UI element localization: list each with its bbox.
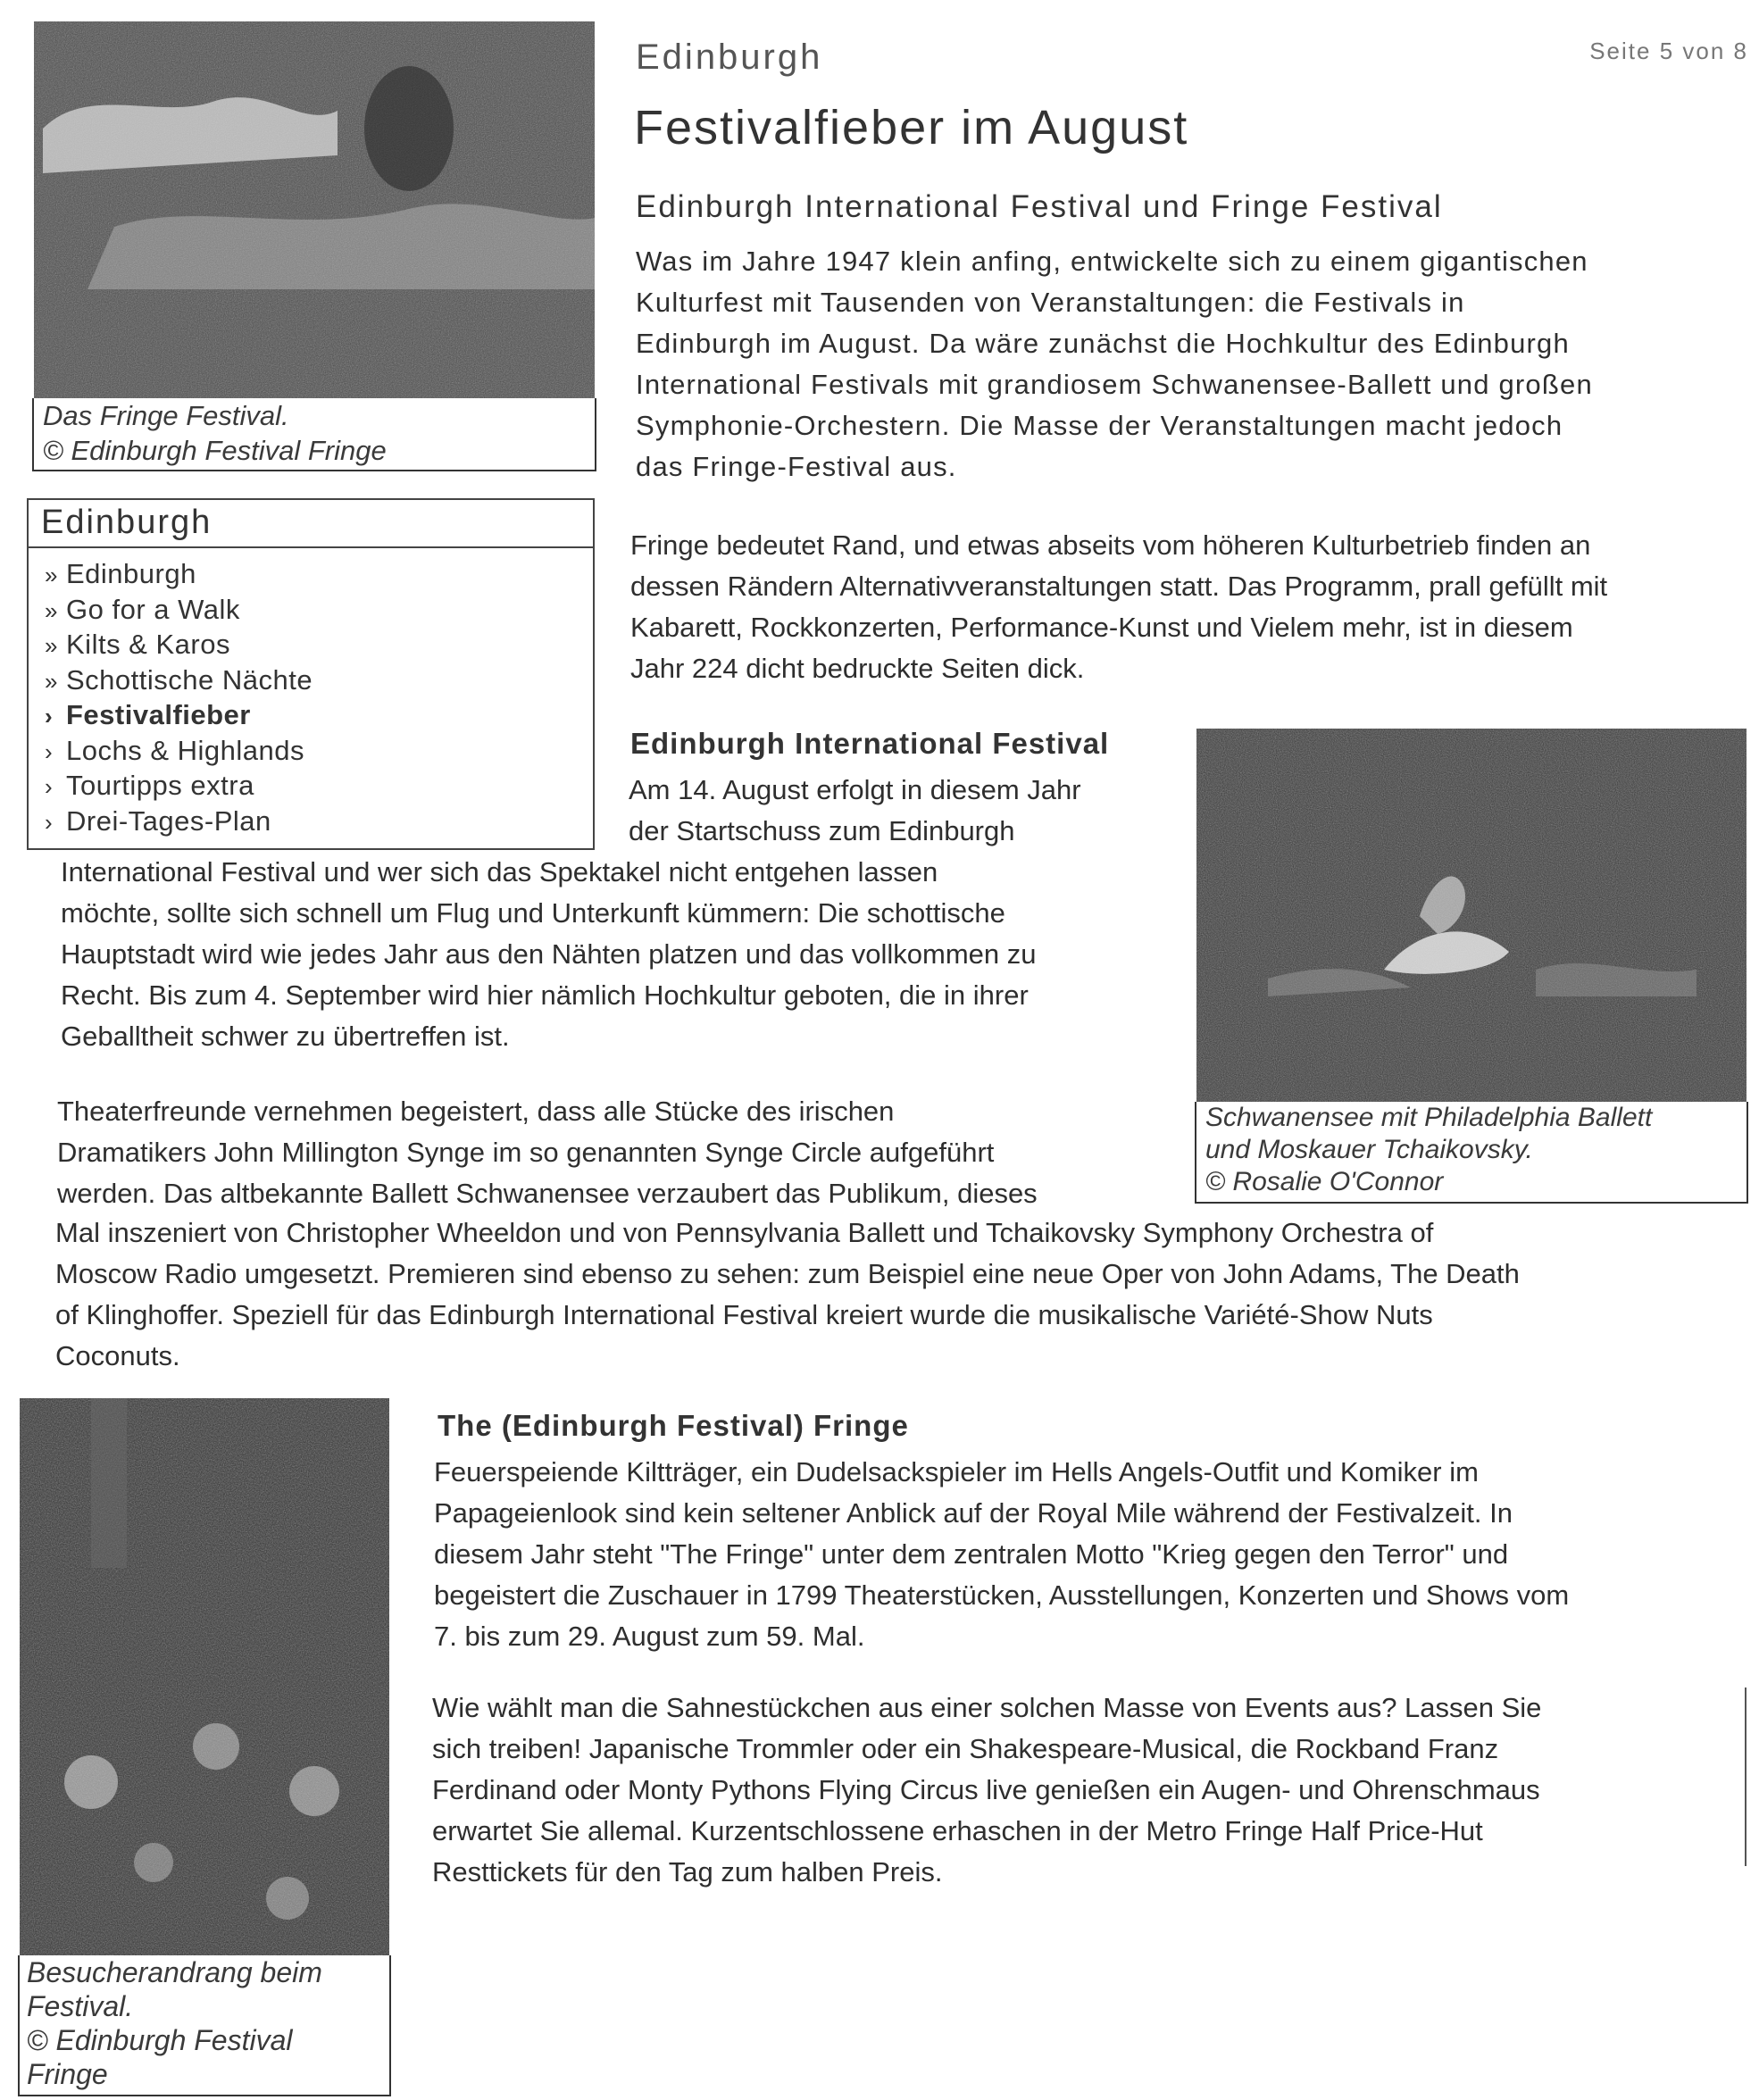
eif-paragraph [61, 852, 1186, 1057]
text-line: 7. bis zum 29. August zum 59. Mal. [434, 1621, 865, 1652]
section-label: Edinburgh [636, 38, 823, 77]
text-line: of Klinghoffer. Speziell für das Edinburgh International Festival kreiert wurde die musikalische Variété-Show Nuts [55, 1299, 1433, 1330]
text-line: Resttickets für den Tag zum halben Preis. [432, 1856, 943, 1888]
nav-item-label: Festivalfieber [66, 699, 251, 730]
text-line: erwartet Sie allemal. Kurzentschlossene erhaschen in der Metro Fringe Half Price-Hut [432, 1815, 1483, 1846]
text-line: Mal inszeniert von Christopher Wheeldon und von Pennsylvania Ballett und Tchaikovsky Symphony Orchestra of [55, 1217, 1434, 1248]
fringe-paragraph-1 [434, 1452, 1738, 1657]
bullet-icon: » [45, 667, 58, 695]
caption-credit: © Edinburgh Festival Fringe [43, 435, 387, 466]
fringe-heading: The (Edinburgh Festival) Fringe [438, 1409, 909, 1442]
text-line: werden. Das altbekannte Ballett Schwanensee verzaubert das Publikum, dieses [57, 1178, 1038, 1209]
caption-line: Festival. [27, 1990, 134, 2022]
page-title: Festivalfieber im August [634, 101, 1189, 154]
swan-lake-caption [1195, 1102, 1748, 1204]
page-counter: Seite 5 von 8 [1589, 38, 1748, 64]
active-bullet-icon: › [45, 703, 54, 729]
nav-item-label: Kilts & Karos [66, 629, 230, 660]
nav-item-drei-tages-plan[interactable] [45, 804, 593, 840]
text-line: Hauptstadt wird wie jedes Jahr aus den Nähten platzen und das vollkommen zu [61, 938, 1037, 970]
text-line: Ferdinand oder Monty Pythons Flying Circus live genießen ein Augen- und Ohrenschmaus [432, 1774, 1540, 1805]
caption-line: Schwanensee mit Philadelphia Ballett [1205, 1103, 1653, 1132]
text-line: International Festival und wer sich das Spektakel nicht entgehen lassen [61, 856, 938, 888]
text-line: diesem Jahr steht "The Fringe" unter dem zentralen Motto "Krieg gegen den Terror" und [434, 1538, 1509, 1570]
caption-line: und Moskauer Tchaikovsky. [1205, 1135, 1533, 1164]
nav-title: Edinburgh [29, 500, 593, 548]
nav-item-label: Tourtipps extra [66, 770, 254, 801]
text-line: Geballtheit schwer zu übertreffen ist. [61, 1021, 510, 1052]
text-line: der Startschuss zum Edinburgh [629, 815, 1015, 846]
swan-lake-photo [1196, 729, 1746, 1102]
crowd-photo [20, 1398, 389, 1955]
theater-paragraph-wide [55, 1212, 1743, 1377]
text-line: möchte, sollte sich schnell um Flug und Unterkunft kümmern: Die schottische [61, 897, 1005, 929]
caption-line: Besucherandrang beim [27, 1956, 322, 1988]
eif-heading: Edinburgh International Festival [630, 727, 1110, 760]
photo-noise [1196, 729, 1746, 1102]
fringe-paragraph-2 [432, 1688, 1736, 1893]
nav-item-lochs-highlands[interactable] [45, 734, 593, 770]
text-line: Jahr 224 dicht bedruckte Seiten dick. [630, 653, 1085, 684]
intro-paragraph [636, 241, 1734, 488]
text-line: das Fringe-Festival aus. [636, 451, 957, 482]
text-line: Moscow Radio umgesetzt. Premieren sind ebenso zu sehen: zum Beispiel eine neue Oper von John Adams, The Death [55, 1258, 1520, 1289]
crowd-caption [18, 1955, 391, 2096]
caption-credit: © Rosalie O'Connor [1205, 1167, 1444, 1196]
eif-paragraph-start [629, 770, 1191, 852]
nav-item-festivalfieber[interactable] [45, 698, 593, 734]
bullet-icon: › [45, 808, 54, 836]
text-line: sich treiben! Japanische Trommler oder ein Shakespeare-Musical, die Rockband Franz [432, 1733, 1499, 1764]
nav-item-label: Edinburgh [66, 558, 196, 589]
text-line: Kabarett, Rockkonzerten, Performance-Kunst und Vielem mehr, ist in diesem [630, 612, 1573, 643]
text-line: Dramatikers John Millington Synge im so genannten Synge Circle aufgeführt [57, 1137, 995, 1168]
text-line: Recht. Bis zum 4. September wird hier nämlich Hochkultur geboten, die in ihrer [61, 979, 1029, 1011]
caption-credit: Fringe [27, 2058, 108, 2090]
scan-edge-line [1745, 1688, 1746, 1866]
photo-noise [34, 21, 595, 398]
text-line: International Festivals mit grandiosem Schwanensee-Ballett und großen [636, 369, 1593, 400]
nav-item-label: Go for a Walk [66, 593, 240, 625]
nav-item-edinburgh[interactable] [45, 557, 593, 593]
sidebar-navigation [27, 498, 595, 850]
nav-item-label: Lochs & Highlands [66, 734, 304, 766]
caption-credit: © Edinburgh Festival [27, 2024, 293, 2056]
nav-item-go-for-a-walk[interactable] [45, 593, 593, 629]
text-line: dessen Rändern Alternativveranstaltungen statt. Das Programm, prall gefüllt mit [630, 571, 1608, 602]
nav-item-label: Schottische Nächte [66, 663, 313, 696]
nav-item-kilts-karos[interactable] [45, 628, 593, 663]
bullet-icon: › [45, 738, 54, 765]
caption-line: Das Fringe Festival. [43, 400, 289, 431]
text-line: Symphonie-Orchestern. Die Masse der Veranstaltungen macht jedoch [636, 410, 1563, 441]
text-line: Wie wählt man die Sahnestückchen aus einer solchen Masse von Events aus? Lassen Sie [432, 1692, 1542, 1723]
fringe-festival-caption [32, 398, 596, 471]
text-line: Papageienlook sind kein seltener Anblick auf der Royal Mile während der Festivalzeit. In [434, 1497, 1513, 1529]
nav-item-label: Drei-Tages-Plan [66, 804, 271, 837]
text-line: Theaterfreunde vernehmen begeistert, dass alle Stücke des irischen [57, 1096, 895, 1127]
bullet-icon: » [45, 596, 58, 624]
bullet-icon: › [45, 773, 54, 800]
nav-list [29, 548, 593, 839]
text-line: Coconuts. [55, 1340, 180, 1371]
text-line: Kulturfest mit Tausenden von Veranstaltungen: die Festivals in [636, 287, 1465, 318]
bullet-icon: » [45, 562, 58, 588]
text-line: Am 14. August erfolgt in diesem Jahr [629, 774, 1081, 805]
fringe-festival-photo [34, 21, 595, 398]
photo-noise [20, 1398, 389, 1955]
text-line: begeistert die Zuschauer in 1799 Theaterstücken, Ausstellungen, Konzerten und Shows vom [434, 1579, 1570, 1611]
text-line: Was im Jahre 1947 klein anfing, entwickelte sich zu einem gigantischen [636, 246, 1588, 277]
text-line: Feuerspeiende Kiltträger, ein Dudelsackspieler im Hells Angels-Outfit und Komiker im [434, 1456, 1479, 1488]
fringe-intro-paragraph [630, 525, 1738, 689]
text-line: Fringe bedeutet Rand, und etwas abseits vom höheren Kulturbetrieb finden an [630, 529, 1591, 561]
nav-item-schottische-naechte[interactable] [45, 663, 593, 699]
theater-paragraph-narrow [57, 1091, 1191, 1214]
text-line: Edinburgh im August. Da wäre zunächst die Hochkultur des Edinburgh [636, 328, 1570, 359]
bullet-icon: » [45, 632, 58, 659]
nav-item-tourtipps-extra[interactable] [45, 769, 593, 804]
page-subtitle: Edinburgh International Festival und Fringe Festival [636, 189, 1443, 224]
